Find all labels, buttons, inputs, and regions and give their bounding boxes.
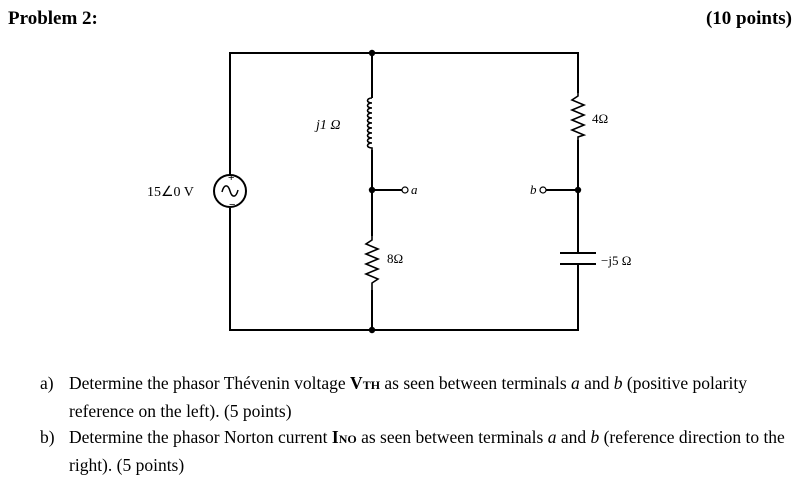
question-list: [40, 370, 790, 478]
source-minus-sign: −: [229, 199, 236, 211]
symbol-main: V: [350, 373, 363, 393]
resistor-4-label: 4Ω: [592, 111, 609, 126]
source-plus-sign: +: [228, 172, 235, 184]
norton-current-symbol: [332, 427, 357, 447]
node-mid-bottom: [369, 327, 375, 333]
terminal-a-label: a: [411, 182, 418, 197]
symbol-main: I: [331, 427, 339, 447]
wire-bottom-loop: [230, 208, 578, 330]
question-text: [69, 370, 790, 424]
resistor-8-label: 8Ω: [387, 251, 404, 266]
inductor-coil: [368, 98, 373, 150]
terminal-a-ref: a: [547, 427, 557, 447]
capacitor-label: −j5 Ω: [601, 253, 632, 268]
inductor-label: j1 Ω: [316, 118, 341, 133]
question-a: [40, 370, 790, 424]
question-b: [40, 424, 790, 478]
symbol-sub: TH: [362, 378, 381, 392]
terminal-b-circle: [540, 187, 546, 193]
terminal-b-label: b: [530, 182, 537, 197]
question-tag: a): [40, 373, 54, 393]
question-tag: b): [40, 427, 55, 447]
problem-points: (10 points): [705, 8, 792, 29]
symbol-sub: NO: [338, 432, 357, 446]
node-right-b: [575, 187, 581, 193]
question-text-part: and: [556, 427, 591, 447]
question-text-part: Determine the phasor Norton current: [69, 427, 332, 447]
thevenin-voltage-symbol: [350, 373, 380, 393]
terminal-a-circle: [402, 187, 408, 193]
source-label: 15∠0 V: [147, 185, 194, 200]
question-text-part: as seen between terminals: [380, 373, 572, 393]
question-text-part: as seen between terminals: [356, 427, 548, 447]
question-text-part: and: [579, 373, 614, 393]
terminal-b-ref: b: [613, 373, 623, 393]
question-text-part: Determine the phasor Thévenin voltage: [69, 373, 351, 393]
node-mid-top: [369, 50, 375, 56]
problem-title: Problem 2:: [8, 8, 98, 29]
question-text-part: (reference direction to the right). (5 points): [69, 427, 785, 475]
node-mid-a: [369, 187, 375, 193]
wire-left-loop: [230, 53, 578, 175]
terminal-b-ref: b: [590, 427, 600, 447]
terminal-a-ref: a: [571, 373, 580, 393]
question-text: [69, 424, 790, 478]
resistor-8-ohm: [366, 236, 378, 290]
resistor-4-ohm: [572, 93, 584, 140]
question-text-part: (positive polarity reference on the left). (5 points): [69, 373, 747, 421]
